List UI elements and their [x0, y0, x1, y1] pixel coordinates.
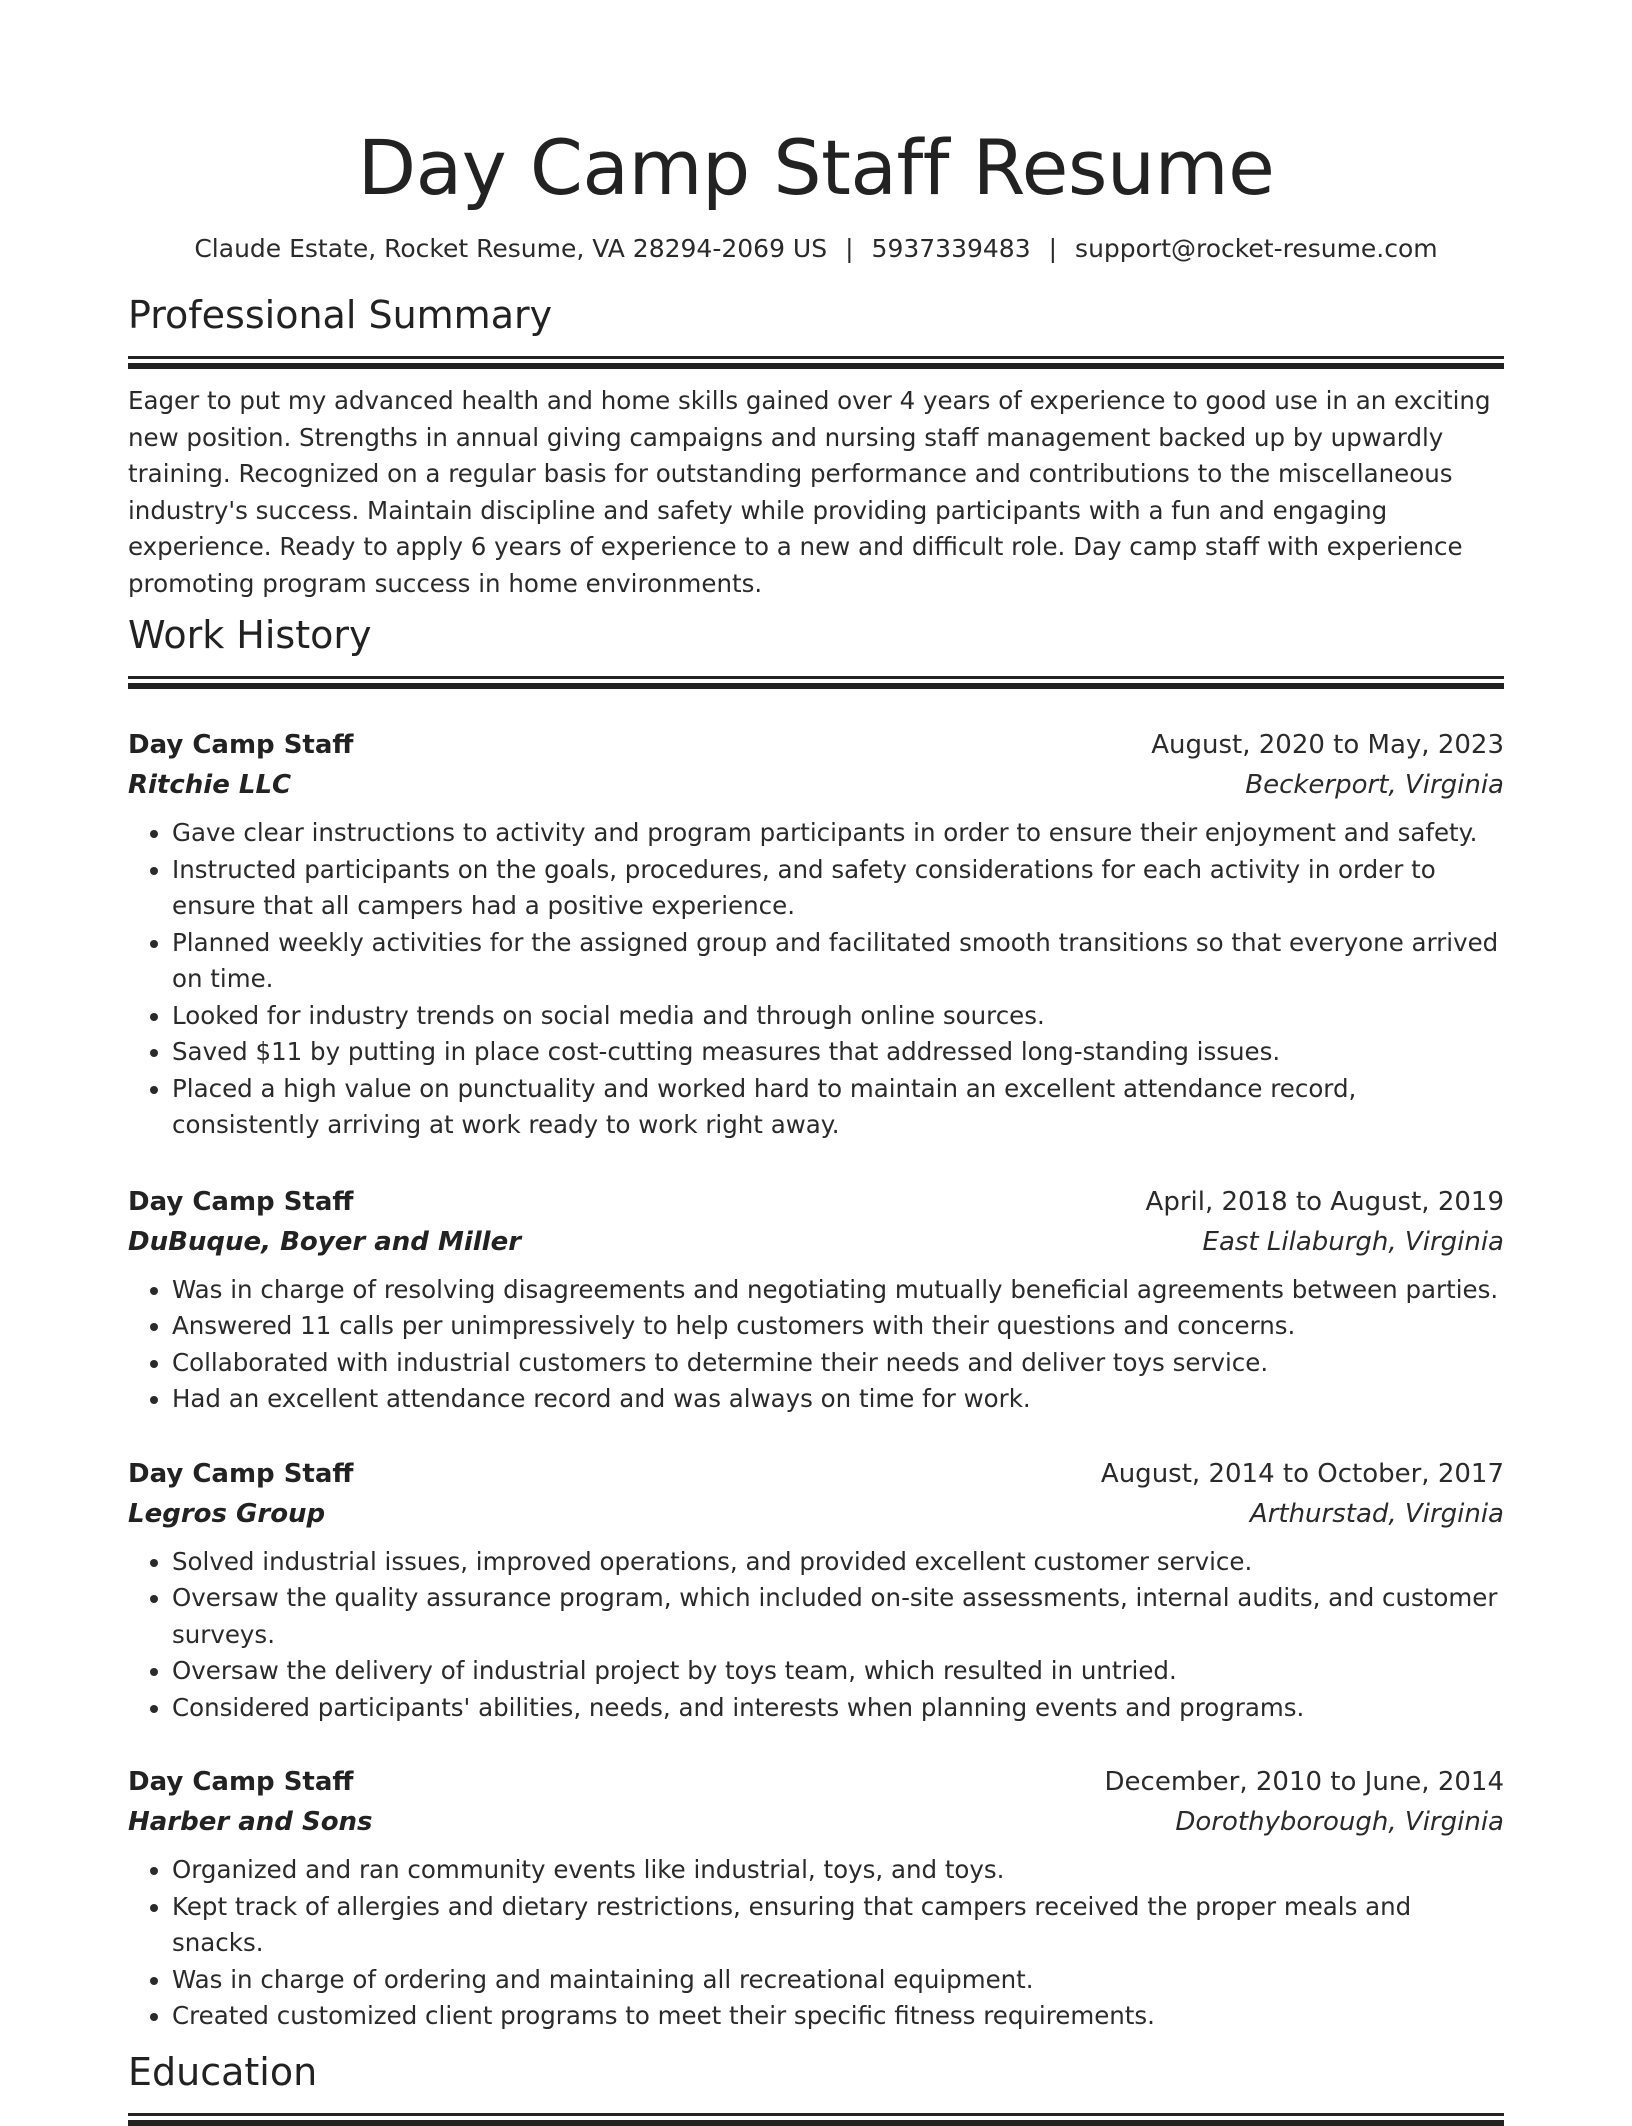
summary-text: Eager to put my advanced health and home skills gained over 4 years of experience to good use in an exciting new position. Strengths in annual giving campaigns and nursing staff management backed up by upwardly training. Recognized on a regular basis for outstanding performance and contributions to the miscellaneous industry's success. Maintain discipline and safety while providing participants with a fun and engaging experience. Ready to apply 6 years of experience to a new and difficult role. Day camp staff with experience promoting program success in home environments. [128, 386, 1491, 598]
job-bullet: • Answered 11 calls per unimpressively to help customers with their questions and concerns. [172, 1308, 1504, 1345]
job-bullet: • Looked for industry trends on social media and through online sources. [172, 998, 1504, 1035]
job-entry [128, 1762, 1504, 2035]
contact-line [128, 232, 1504, 266]
job-bullet: • Considered participants' abilities, needs, and interests when planning events and programs. [172, 1690, 1504, 1727]
contact-email: support@rocket-resume.com [1075, 234, 1438, 263]
job-company: DuBuque, Boyer and Miller [128, 1226, 522, 1257]
job-bullet-list [128, 815, 1504, 1144]
job-bullet: • Had an excellent attendance record and was always on time for work. [172, 1381, 1504, 1418]
job-company-row [128, 1802, 1504, 1842]
education-heading: Education [128, 2049, 318, 2094]
job-bullet: • Saved $11 by putting in place cost-cutting measures that addressed long-standing issues. [172, 1034, 1504, 1071]
job-bullet: • Oversaw the delivery of industrial project by toys team, which resulted in untried. [172, 1653, 1504, 1690]
job-company-row [128, 1222, 1504, 1262]
job-title: Day Camp Staff [128, 1458, 354, 1489]
job-bullet: • Was in charge of resolving disagreements and negotiating mutually beneficial agreements between parties. [172, 1272, 1504, 1309]
job-bullet: • Instructed participants on the goals, procedures, and safety considerations for each activity in order to ensure that all campers had a positive experience. [172, 852, 1504, 925]
job-location: East Lilaburgh, Virginia [1202, 1226, 1504, 1257]
section-rule-thick [128, 2120, 1504, 2126]
job-title: Day Camp Staff [128, 1186, 354, 1217]
section-rule-thick [128, 683, 1504, 689]
job-location: Arthurstad, Virginia [1249, 1498, 1504, 1529]
job-company-row [128, 1494, 1504, 1534]
job-bullet: • Kept track of allergies and dietary restrictions, ensuring that campers received the proper meals and snacks. [172, 1889, 1504, 1962]
summary-section [128, 292, 1504, 602]
section-rule-thick [128, 363, 1504, 369]
job-header-row [128, 1762, 1504, 1802]
job-bullet: • Placed a high value on punctuality and worked hard to maintain an excellent attendance record, consistently arriving at work ready to work right away. [172, 1071, 1504, 1144]
page-title: Day Camp Staff Resume [357, 123, 1275, 212]
job-entry [128, 1182, 1504, 1418]
job-bullet: • Organized and ran community events like industrial, toys, and toys. [172, 1852, 1504, 1889]
job-bullet-list [128, 1852, 1504, 2035]
job-dates: August, 2020 to May, 2023 [1151, 730, 1504, 760]
job-bullet-list [128, 1272, 1504, 1418]
job-bullet: • Planned weekly activities for the assigned group and facilitated smooth transitions so that everyone arrived on time. [172, 925, 1504, 998]
job-company-row [128, 765, 1504, 805]
job-location: Beckerport, Virginia [1245, 770, 1504, 800]
job-company: Ritchie LLC [128, 770, 292, 800]
education-section [128, 2049, 1504, 2126]
job-bullet: • Collaborated with industrial customers to determine their needs and deliver toys service. [172, 1345, 1504, 1382]
section-rule [128, 2113, 1504, 2116]
summary-heading: Professional Summary [128, 293, 553, 337]
job-header-row [128, 1454, 1504, 1494]
job-bullet-list [128, 1544, 1504, 1727]
job-dates: August, 2014 to October, 2017 [1100, 1458, 1504, 1489]
job-list [128, 725, 1504, 2035]
contact-phone: 5937339483 [871, 234, 1031, 263]
section-rule [128, 676, 1504, 679]
job-bullet: • Oversaw the quality assurance program, which included on-site assessments, internal audits, and customer surveys. [172, 1580, 1504, 1653]
job-title: Day Camp Staff [128, 1767, 354, 1797]
job-header-row [128, 1182, 1504, 1222]
job-header-row [128, 725, 1504, 765]
work-history-section [128, 612, 1504, 2035]
job-dates: April, 2018 to August, 2019 [1145, 1186, 1504, 1217]
job-bullet: • Solved industrial issues, improved operations, and provided excellent customer service. [172, 1544, 1504, 1581]
resume-page [128, 0, 1504, 2126]
work-history-heading: Work History [128, 613, 372, 657]
job-company: Harber and Sons [128, 1807, 373, 1837]
contact-separator: | [1048, 234, 1058, 263]
job-dates: December, 2010 to June, 2014 [1104, 1767, 1504, 1797]
job-company: Legros Group [128, 1498, 326, 1529]
job-entry [128, 725, 1504, 1144]
job-title: Day Camp Staff [128, 730, 354, 760]
job-bullet: • Was in charge of ordering and maintaining all recreational equipment. [172, 1962, 1504, 1999]
job-bullet: • Gave clear instructions to activity and program participants in order to ensure their enjoyment and safety. [172, 815, 1504, 852]
contact-address: Claude Estate, Rocket Resume, VA 28294-2069 US [194, 234, 828, 263]
section-rule [128, 356, 1504, 359]
job-location: Dorothyborough, Virginia [1175, 1807, 1504, 1837]
job-entry [128, 1454, 1504, 1727]
contact-separator: | [845, 234, 854, 263]
job-bullet: • Created customized client programs to meet their specific fitness requirements. [172, 1998, 1504, 2035]
